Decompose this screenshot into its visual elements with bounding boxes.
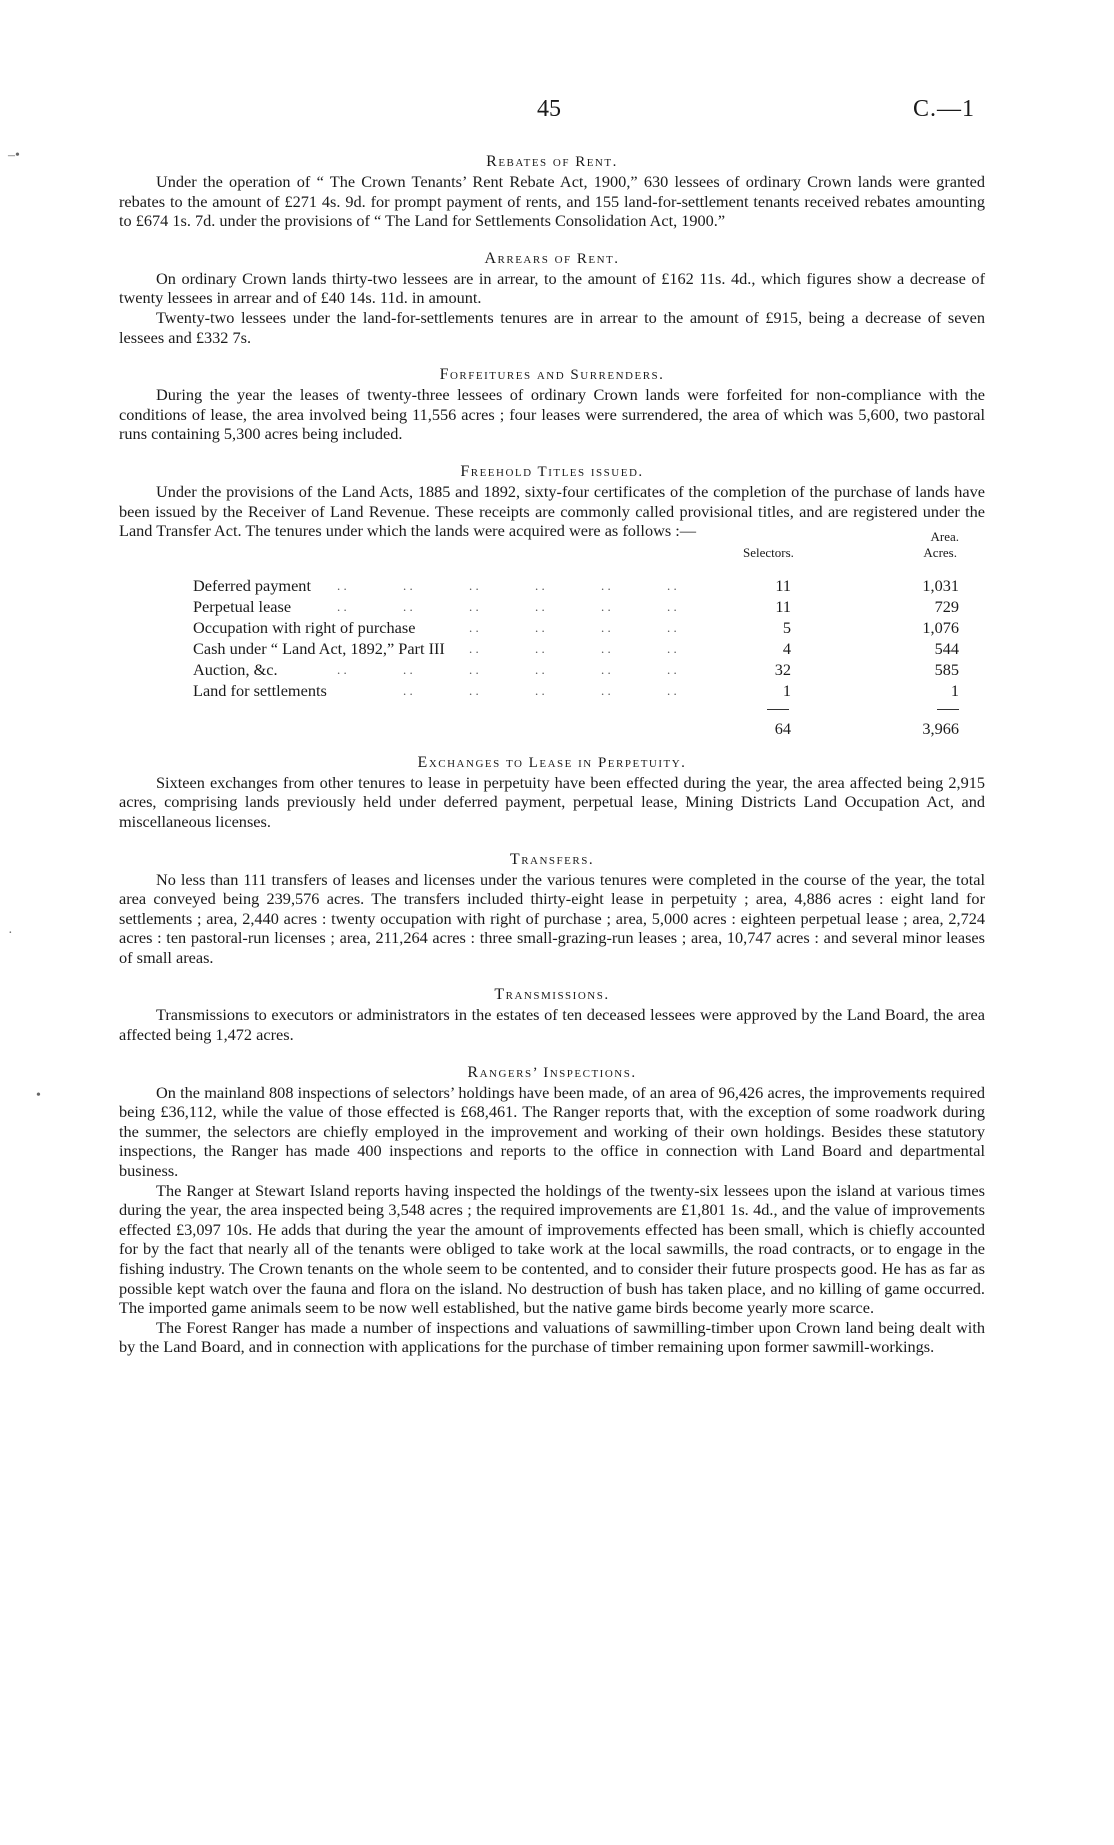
table-row [119, 680, 985, 701]
paragraph: On the mainland 808 inspections of selectors’ holdings have been made, of an area of 96,426 acres, the improvements required being £36,112, while the value of those effected is £68,461. The Ranger reports that, with the exception of some roadwork during the summer, the selectors are chiefly employed in the improvement and working of their own holdings. Besides these statutory inspections, the Ranger has made 400 inspections and reports to the office in connection with Land Board and departmental business. [119, 1082, 985, 1181]
table-header [119, 528, 985, 575]
row-selectors: 11 [775, 575, 791, 595]
row-area: 1,031 [922, 575, 959, 595]
leader-dots: . . [337, 661, 347, 677]
leader-dots: . . [469, 598, 479, 614]
row-area: 729 [934, 596, 959, 616]
row-area: 544 [934, 638, 959, 658]
leader-dots: . . [535, 661, 545, 677]
paragraph: Transmissions to executors or administrators in the estates of ten deceased lessees were approved by the Land Board, the area affected being 1,472 acres. [119, 1005, 985, 1045]
row-label: Deferred payment [193, 575, 311, 595]
row-selectors: 1 [782, 680, 791, 700]
section-forfeitures [119, 365, 985, 444]
table-row [119, 617, 985, 638]
total-area: 3,966 [922, 718, 959, 738]
rule-line [767, 709, 789, 710]
section-heading: Arrears of Rent. [484, 249, 620, 267]
row-area: 585 [934, 659, 959, 679]
row-label: Auction, &c. [193, 659, 278, 679]
leader-dots: . . [667, 682, 677, 698]
margin-mark: • [36, 1088, 41, 1103]
section-heading: Rangers’ Inspections. [467, 1063, 637, 1081]
rule-line [937, 709, 959, 710]
section-heading: Exchanges to Lease in Perpetuity. [417, 753, 687, 771]
section-rangers [119, 1063, 985, 1357]
row-area: 1 [950, 680, 959, 700]
row-label: Perpetual lease [193, 596, 292, 616]
leader-dots: . . [601, 598, 611, 614]
table-row [119, 659, 985, 680]
row-selectors: 5 [782, 617, 791, 637]
table-row [119, 596, 985, 617]
section-heading: Forfeitures and Surrenders. [439, 366, 665, 384]
leader-dots: . . [337, 577, 347, 593]
section-arrears [119, 249, 985, 347]
column-header-area-unit: Acres. [923, 544, 957, 560]
paragraph: Sixteen exchanges from other tenures to lease in perpetuity have been effected during the year, the area affected being 2,915 acres, comprising lands previously held under deferred payment, perpetual lease, Mining Districts Land Occupation Act, and miscellaneous licenses. [119, 772, 985, 831]
paragraph: Under the operation of “ The Crown Tenants’ Rent Rebate Act, 1900,” 630 lessees of ordinary Crown lands were granted rebates to the amount of £271 4s. 9d. for prompt payment of rents, and 155 land-for-settlement tenants received rebates amounting to £674 1s. 7d. under the provisions of “ The Land for Settlements Consolidation Act, 1900.” [119, 172, 985, 231]
leader-dots: . . [667, 640, 677, 656]
row-label: Land for settlements [193, 680, 327, 700]
section-freehold [119, 462, 985, 741]
freehold-table [119, 528, 985, 741]
leader-dots: . . [469, 661, 479, 677]
table-total-row [119, 717, 985, 741]
leader-dots: . . [469, 577, 479, 593]
leader-dots: . . [535, 619, 545, 635]
row-selectors: 4 [782, 638, 791, 658]
main-column [119, 152, 985, 1357]
row-area: 1,076 [922, 617, 959, 637]
section-exchanges [119, 753, 985, 832]
leader-dots: . . [667, 577, 677, 593]
page-reference: C.—1 [913, 96, 976, 122]
section-transmissions [119, 985, 985, 1044]
leader-dots: . . [535, 640, 545, 656]
table-row [119, 575, 985, 596]
leader-dots: . . [403, 661, 413, 677]
leader-dots: . . [469, 682, 479, 698]
section-heading: Rebates of Rent. [486, 153, 618, 170]
total-rule [119, 701, 985, 717]
leader-dots: . . [535, 682, 545, 698]
page-number: 45 [537, 96, 561, 122]
paragraph: During the year the leases of twenty-three lessees of ordinary Crown lands were forfeited for non-compliance with the conditions of lease, the area involved being 11,556 acres ; four leases were surrendered, the area of which was 5,600, two pastoral runs containing 5,300 acres being included. [119, 385, 985, 444]
margin-mark: · [8, 926, 13, 941]
table-row [119, 638, 985, 659]
leader-dots: . . [337, 598, 347, 614]
section-transfers [119, 850, 985, 968]
leader-dots: . . [403, 577, 413, 593]
leader-dots: . . [403, 598, 413, 614]
row-selectors: 11 [775, 596, 791, 616]
column-header-area: Area. [930, 528, 959, 544]
leader-dots: . . [469, 640, 479, 656]
section-heading: Transfers. [509, 850, 595, 868]
paragraph: On ordinary Crown lands thirty-two lessees are in arrear, to the amount of £162 11s. 4d., which figures show a decrease of twenty lessees in arrear and of £40 14s. 11d. in amount. [119, 268, 985, 308]
leader-dots: . . [601, 661, 611, 677]
leader-dots: . . [535, 577, 545, 593]
row-label: Cash under “ Land Act, 1892,” Part III [193, 638, 445, 658]
leader-dots: . . [469, 619, 479, 635]
section-rebates [119, 152, 985, 231]
leader-dots: . . [601, 640, 611, 656]
leader-dots: . . [667, 619, 677, 635]
leader-dots: . . [403, 682, 413, 698]
paragraph: Under the provisions of the Land Acts, 1885 and 1892, sixty-four certificates of the completion of the purchase of lands have been issued by the Receiver of Land Revenue. These receipts are commonly called provisional titles, and are registered under the Land Transfer Act. The tenures under which the lands were acquired were as follows :— [119, 481, 985, 541]
leader-dots: . . [535, 598, 545, 614]
leader-dots: . . [601, 619, 611, 635]
margin-mark: –• [8, 148, 20, 163]
leader-dots: . . [667, 598, 677, 614]
section-heading: Freehold Titles issued. [460, 462, 644, 480]
row-label: Occupation with right of purchase [193, 617, 416, 637]
column-header-selectors: Selectors. [743, 544, 794, 560]
section-heading: Transmissions. [494, 986, 610, 1004]
paragraph: Twenty-two lessees under the land-for-settlements tenures are in arrear to the amount of £915, being a decrease of seven lessees and £332 7s. [119, 307, 985, 347]
leader-dots: . . [601, 577, 611, 593]
paragraph: The Ranger at Stewart Island reports having inspected the holdings of the twenty-six lessees upon the island at various times during the year, the area inspected being 3,548 acres ; the required improvements are £1,801 1s. 4d., and the value of improvements effected £3,097 10s. He adds that during the year the amount of improvements effected has been small, which is chiefly accounted for by the fact that nearly all of the tenants were obliged to take work at the local sawmills, the road contracts, or to engage in the fishing industry. The Crown tenants on the whole seem to be contented, and to consider their future prospects good. He has as far as possible kept watch over the fauna and flora on the island. No destruction of bush has taken place, and no killing of game occurred. The imported game animals seem to be now well established, but the native game birds become yearly more scarce. [119, 1180, 985, 1318]
leader-dots: . . [667, 661, 677, 677]
paragraph: The Forest Ranger has made a number of inspections and valuations of sawmilling-timber upon Crown land being dealt with by the Land Board, and in connection with applications for the purchase of timber remaining upon former sawmill-workings. [119, 1317, 985, 1357]
paragraph: No less than 111 transfers of leases and licenses under the various tenures were completed in the course of the year, the total area conveyed being 239,576 acres. The transfers included thirty-eight lease in perpetuity ; area, 4,886 acres : eight land for settlements ; area, 2,440 acres : twenty occupation with right of purchase ; area, 5,000 acres : eighteen perpetual lease ; area, 2,724 acres : ten pastoral-run licenses ; area, 211,264 acres : three small-grazing-run leases ; area, 10,747 acres : and several minor leases of small areas. [119, 869, 985, 967]
row-selectors: 32 [774, 659, 791, 679]
total-selectors: 64 [774, 718, 791, 738]
leader-dots: . . [601, 682, 611, 698]
